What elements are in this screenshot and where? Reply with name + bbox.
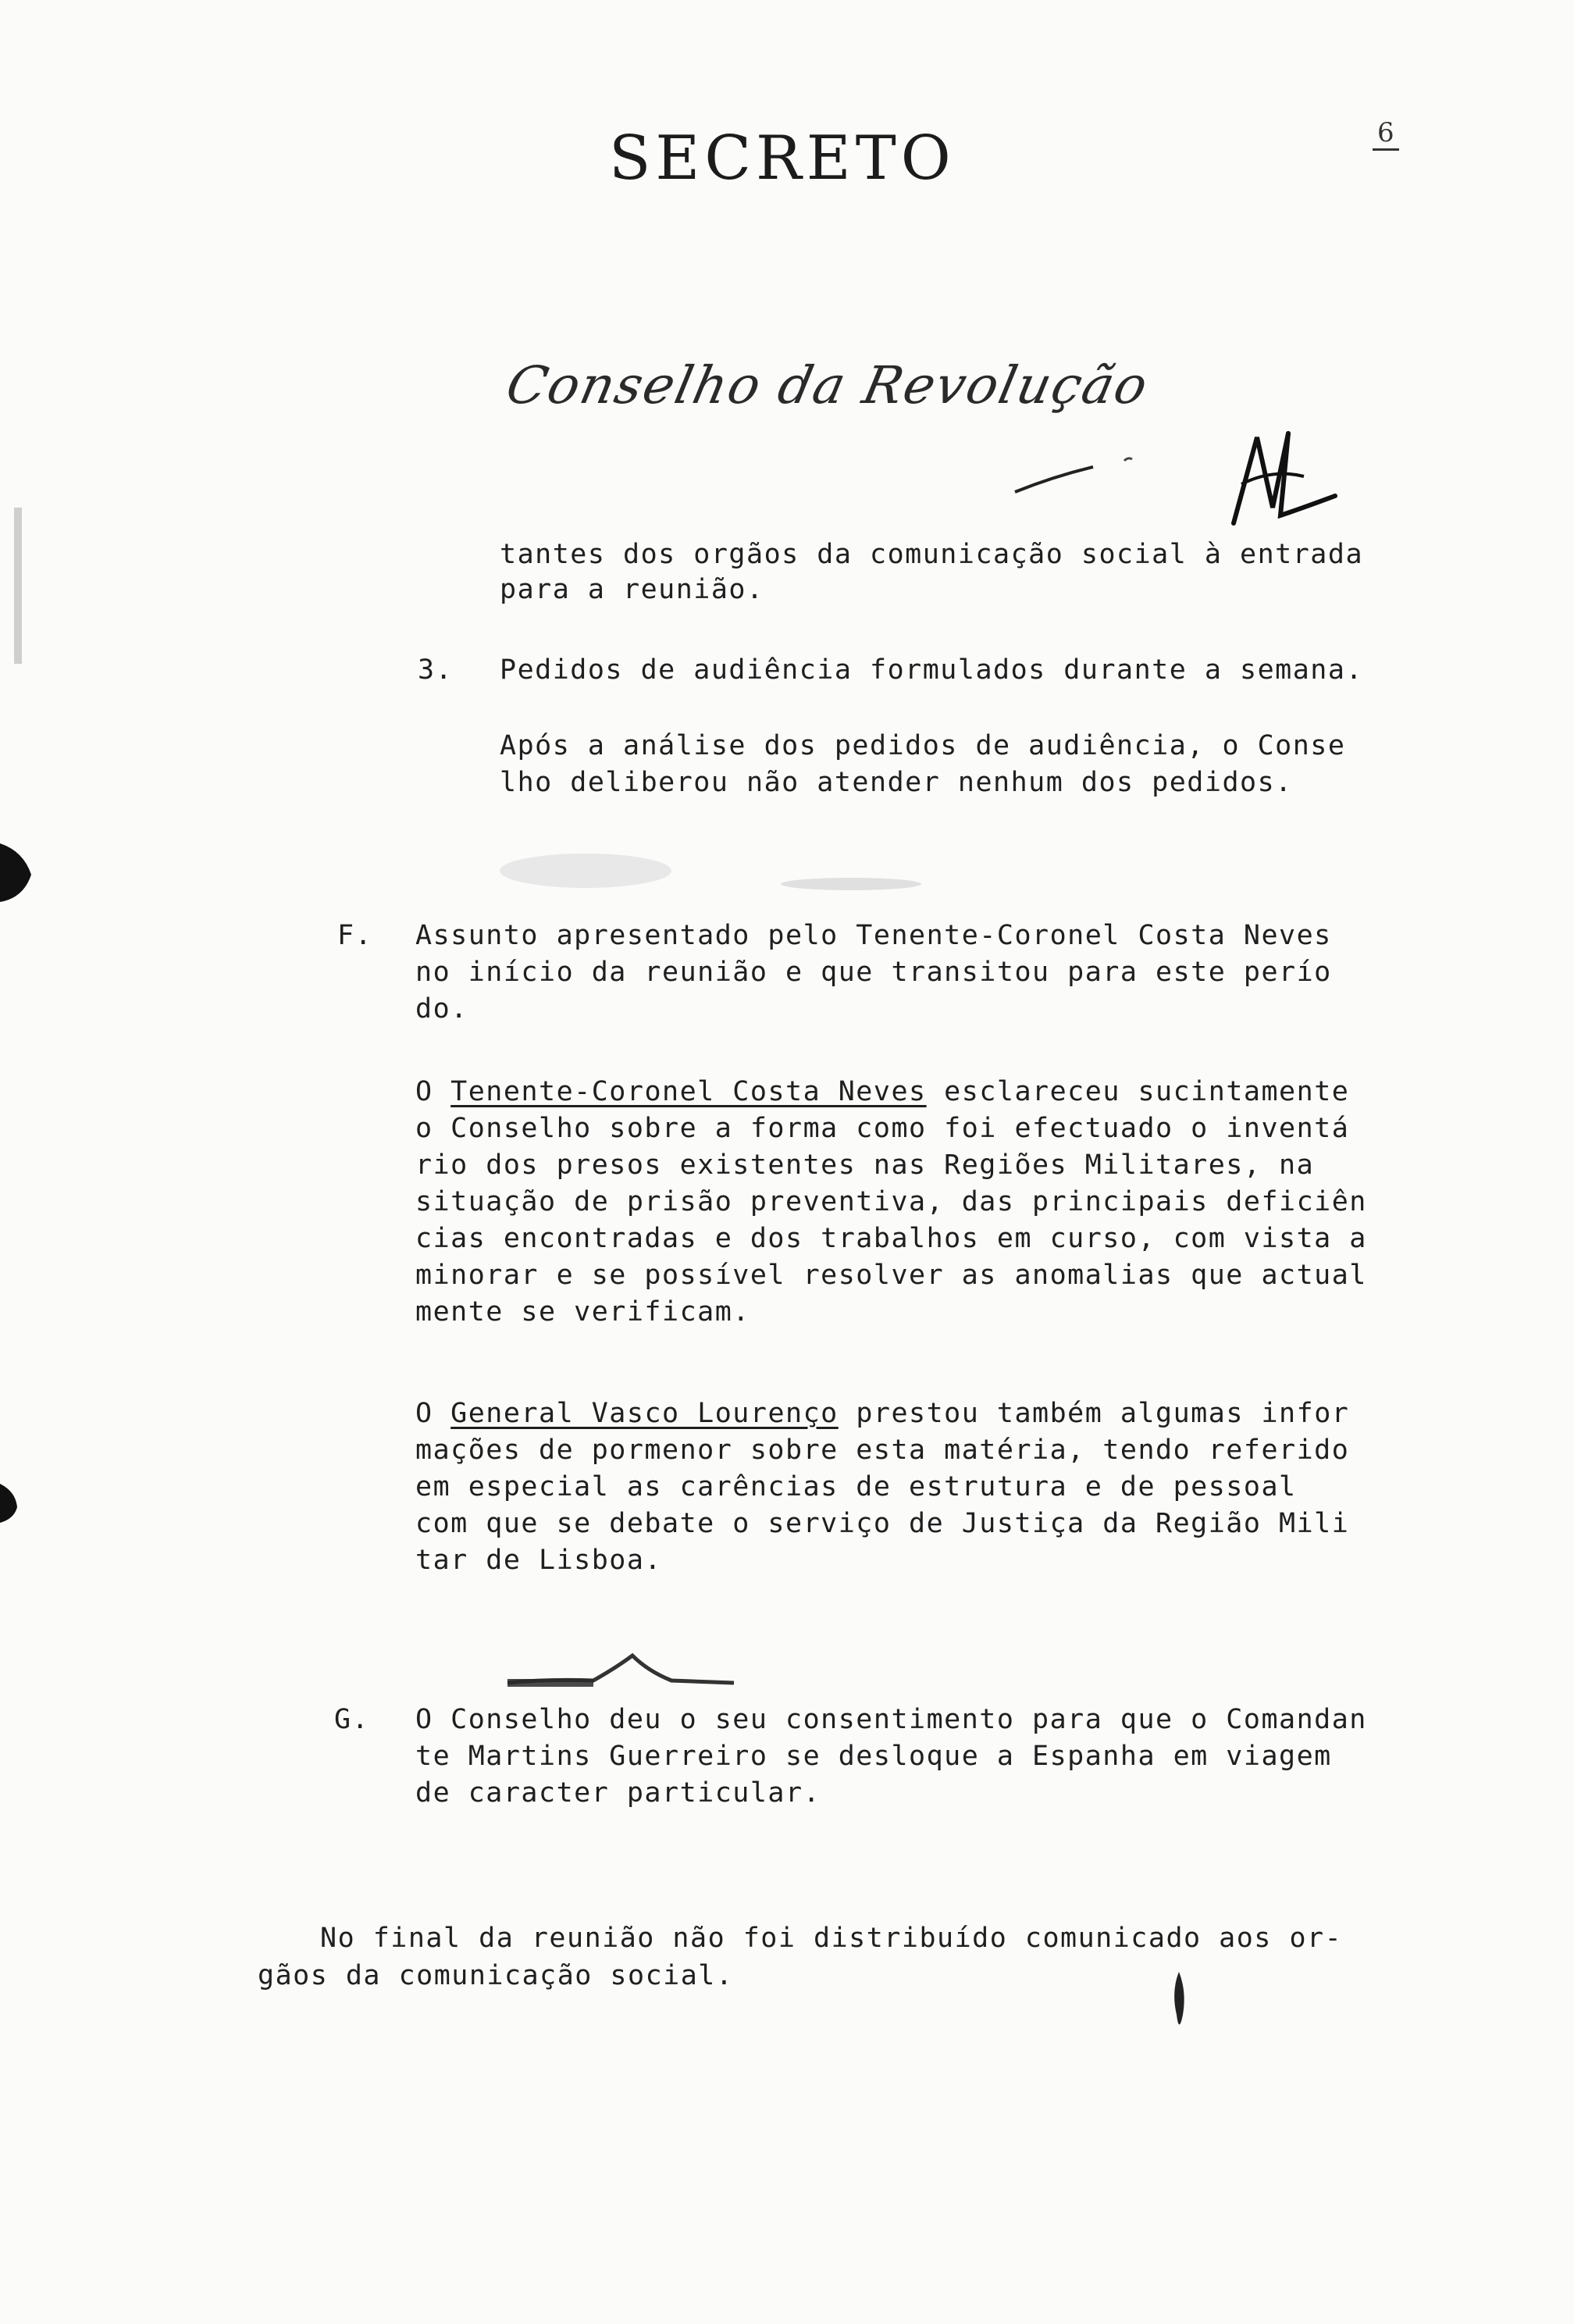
- sectionF-para2-line-4: com que se debate o serviço de Justiça da Região Mili: [415, 1508, 1350, 1539]
- sectionF-para1-line-1: O Tenente-Coronel Costa Neves esclareceu sucintamente: [415, 1076, 1350, 1107]
- item3-number: 3.: [418, 654, 454, 686]
- faint-smudge: [484, 836, 968, 906]
- continuation-line-1: tantes dos orgãos da comunicação social à entrada: [500, 539, 1364, 570]
- sectionG-line-1: O Conselho deu o seu consentimento para que o Comandan: [415, 1704, 1367, 1735]
- handwritten-initials: [1007, 422, 1366, 531]
- sectionF-intro-line-2: no início da reunião e que transitou para este perío: [415, 957, 1332, 988]
- item3-title: Pedidos de audiência formulados durante a semana.: [500, 654, 1364, 686]
- sectionG-letter: G.: [334, 1704, 370, 1735]
- sectionF-para1-line-4: situação de prisão preventiva, das principais deficiên: [415, 1186, 1367, 1217]
- classification-stamp: SECRETO: [609, 123, 956, 194]
- closing-line-1: No final da reunião não foi distribuído comunicado aos or-: [320, 1923, 1343, 1954]
- page-number: 6: [1373, 117, 1399, 151]
- ink-blot: [1167, 1968, 1191, 2038]
- sectionG-line-3: de caracter particular.: [415, 1777, 821, 1809]
- scan-edge-marks: [0, 508, 55, 1523]
- sectionG-line-2: te Martins Guerreiro se desloque a Espanha em viagem: [415, 1741, 1332, 1772]
- sectionF-intro-line-1: Assunto apresentado pelo Tenente-Coronel Costa Neves: [415, 920, 1332, 951]
- name-vasco-lourenco: General Vasco Lourenço: [450, 1398, 839, 1429]
- sectionF-para2-line-3: em especial as carências de estrutura e de pessoal: [415, 1471, 1297, 1502]
- sectionF-intro-line-3: do.: [415, 993, 468, 1025]
- item3-body-line-2: lho deliberou não atender nenhum dos pedidos.: [500, 767, 1293, 798]
- sectionF-para1-line-6: minorar e se possível resolver as anomalias que actual: [415, 1260, 1367, 1291]
- closing-line-2: gãos da comunicação social.: [258, 1960, 734, 1991]
- sectionF-para2-line-2: mações de pormenor sobre esta matéria, tendo referido: [415, 1435, 1350, 1466]
- sectionF-para2-line-5: tar de Lisboa.: [415, 1545, 663, 1576]
- sectionF-para1-line-7: mente se verificam.: [415, 1296, 750, 1328]
- sectionF-letter: F.: [337, 920, 373, 951]
- continuation-line-2: para a reunião.: [500, 574, 764, 605]
- item3-body-line-1: Após a análise dos pedidos de audiência, o Conse: [500, 730, 1346, 761]
- name-costa-neves: Tenente-Coronel Costa Neves: [450, 1076, 927, 1107]
- letterhead: Conselho da Revolução: [500, 355, 1155, 415]
- redaction-mark: [500, 1640, 796, 1695]
- sectionF-para1-line-3: rio dos presos existentes nas Regiões Militares, na: [415, 1150, 1315, 1181]
- sectionF-para2-line-1: O General Vasco Lourenço prestou também algumas infor: [415, 1398, 1350, 1429]
- sectionF-para1-line-5: cias encontradas e dos trabalhos em curso, com vista a: [415, 1223, 1367, 1254]
- sectionF-para1-line-2: o Conselho sobre a forma como foi efectuado o inventá: [415, 1113, 1350, 1144]
